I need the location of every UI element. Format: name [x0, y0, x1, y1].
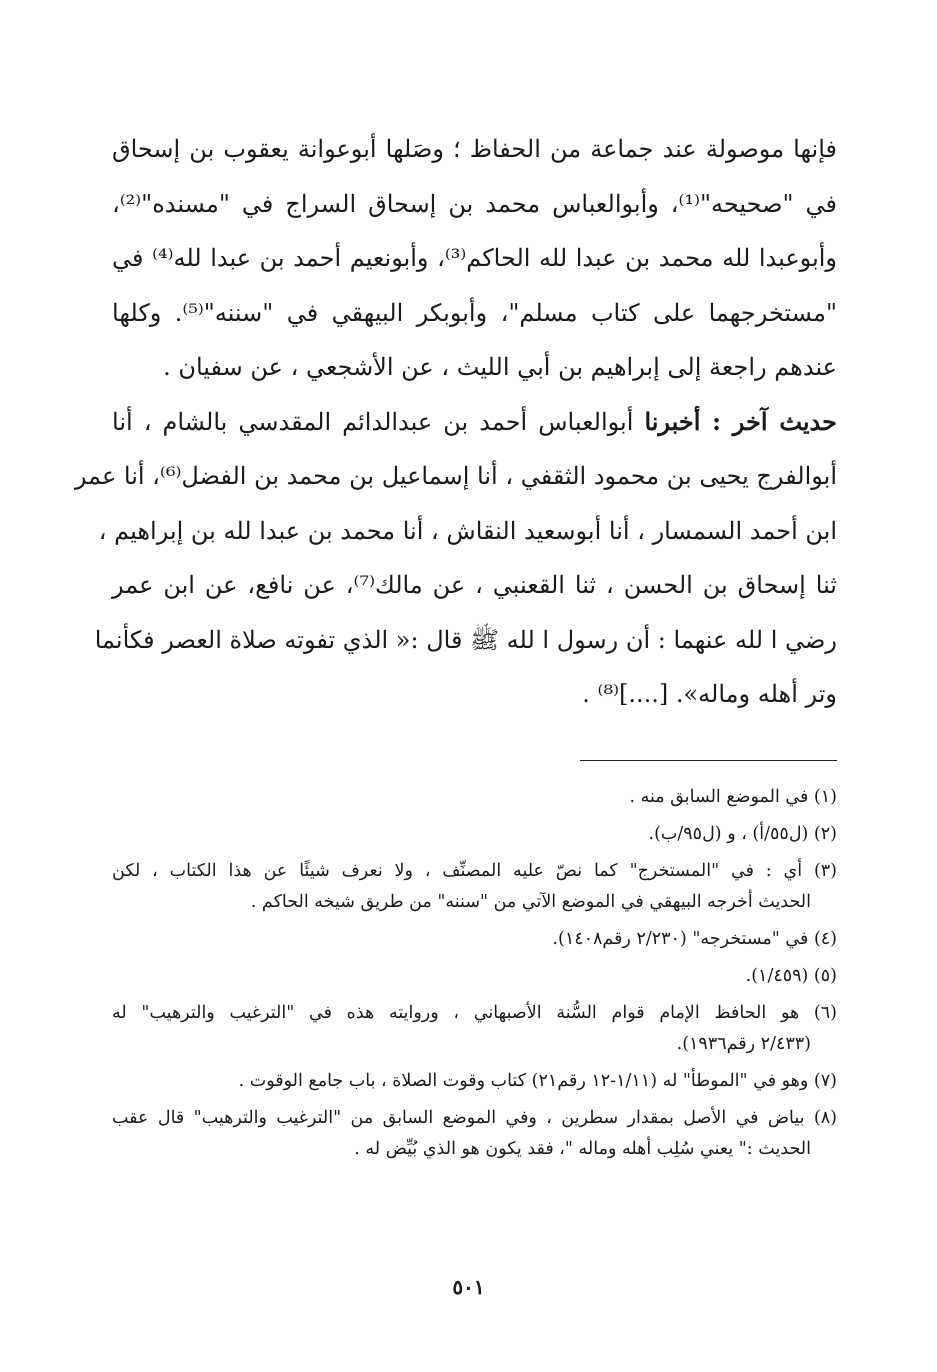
- body-line: ابن أحمد السمسار ، أنا أبوسعيد النقاش ، أنا محمد بن عبدا لله بن إبراهيم ،: [98, 516, 837, 545]
- footnote-4: (٤) في "مستخرجه" (٢/٢٣٠ رقم١٤٠٨).: [552, 929, 837, 949]
- footnote-7: (٧) وهو في "الموطأ" له (١/١١-١٢ رقم٢١) كتاب وقوت الصلاة ، باب جامع الوقوت .: [238, 1071, 837, 1091]
- body-line: عندهم راجعة إلى إبراهيم بن أبي الليث ، عن الأشجعي ، عن سفيان .: [163, 353, 837, 381]
- footnote-separator: [580, 760, 837, 761]
- body-line: في "صحيحه"⁽¹⁾، وأبوالعباس محمد بن إسحاق السراج في "مسنده"⁽²⁾،: [112, 189, 837, 218]
- main-body-text: [74, 122, 838, 722]
- footnotes: [112, 782, 837, 1165]
- footnote-6: (٦) هو الحافظ الإمام قوام السُّنة الأصبهاني ، وروايته هذه في "الترغيب والترهيب" له: [112, 1003, 837, 1023]
- footnote-6-continuation: (٢/٤٣٣ رقم١٩٣٦).: [676, 1034, 811, 1054]
- page-number: ٥٠١: [452, 1275, 485, 1299]
- footnote-2: (٢) (ل٥٥/أ) ، و (ل٩٥/ب).: [648, 824, 837, 844]
- footnote-3: (٣) أي : في "المستخرج" كما نصّ عليه المصنِّف ، ولا نعرف شيئًا عن هذا الكتاب ، لكن: [112, 861, 837, 881]
- hadith-heading: حديث آخر : أخبرنا: [644, 406, 837, 436]
- body-line: "مستخرجهما على كتاب مسلم"، وأبوبكر البيهقي في "سننه"⁽⁵⁾. وكلها: [112, 298, 837, 327]
- body-line: حديث آخر : أخبرنا أبوالعباس أحمد بن عبدالدائم المقدسي بالشام ، أنا: [112, 406, 837, 436]
- footnote-3-continuation: الحديث أخرجه البيهقي في الموضع الآتي من "سننه" من طريق شيخه الحاكم .: [250, 892, 811, 912]
- footnote-5: (٥) (١/٤٥٩).: [745, 966, 837, 986]
- body-line: أبوالفرج يحيى بن محمود الثقفي ، أنا إسماعيل بن محمد بن الفضل⁽⁶⁾، أنا عمر: [74, 462, 837, 490]
- footnote-1: (١) في الموضع السابق منه .: [629, 787, 837, 807]
- body-line: ثنا إسحاق بن الحسن ، ثنا القعنبي ، عن مالك⁽⁷⁾، عن نافع، عن ابن عمر: [112, 571, 837, 599]
- body-line: فإنها موصولة عند جماعة من الحفاظ ؛ وصَلها أبوعوانة يعقوب بن إسحاق: [112, 135, 837, 163]
- footnote-8: (٨) بياض في الأصل بمقدار سطرين ، وفي الموضع السابق من "الترغيب والترهيب" قال عقب: [112, 1108, 837, 1128]
- body-line: وتر أهله وماله». [....]⁽⁸⁾ .: [582, 680, 837, 708]
- body-line: رضي ا لله عنهما : أن رسول ا لله ﷺ قال :« الذي تفوته صلاة العصر فكأنما: [94, 625, 837, 654]
- body-line: وأبوعبدا لله محمد بن عبدا لله الحاكم⁽³⁾، وأبونعيم أحمد بن عبدا لله⁽⁴⁾ في: [112, 244, 838, 272]
- footnote-8-continuation: الحديث :" يعني سُلِب أهله وماله "، فقد يكون هو الذي بُيِّض له .: [354, 1139, 811, 1159]
